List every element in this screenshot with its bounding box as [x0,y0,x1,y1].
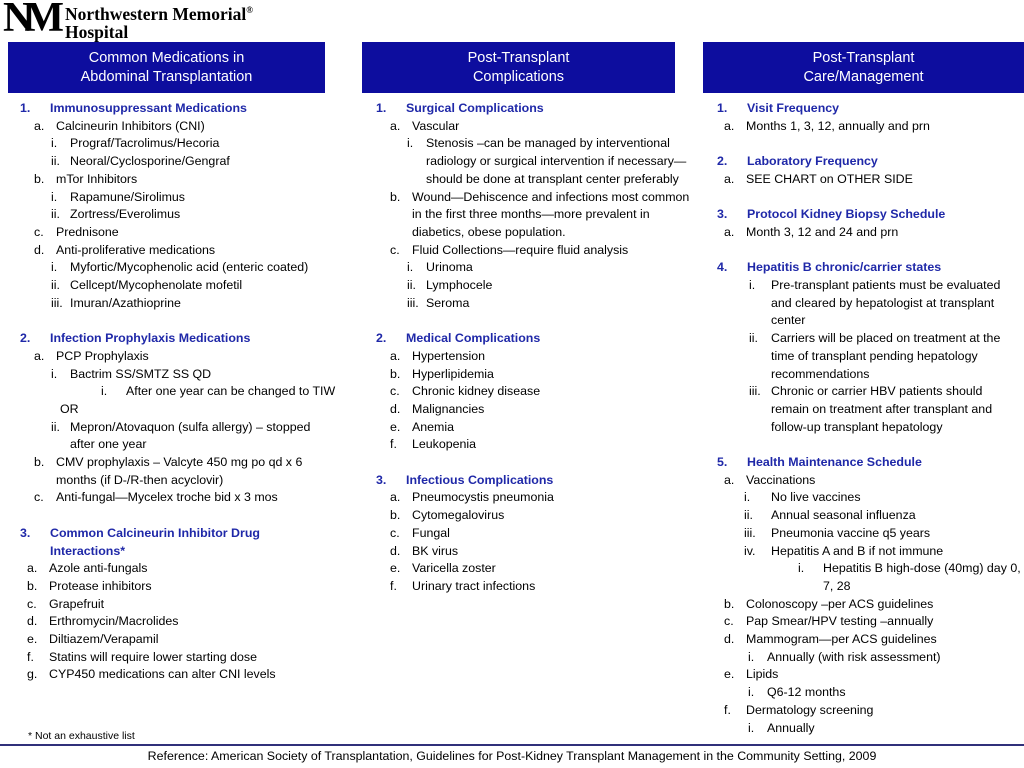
outline-item [362,560,692,578]
banner-line1: Post-Transplant [467,49,570,66]
column-common-medications [6,100,336,684]
outline-item [362,295,692,313]
outline-item [362,543,692,561]
list-marker: d. [724,632,735,647]
footnote-not-exhaustive: * Not an exhaustive list [28,730,135,742]
list-marker: i. [51,136,58,151]
list-marker: ii. [51,419,60,434]
outline-heading [362,100,692,118]
list-item-text: Annually (with risk assessment) [767,649,941,664]
list-marker: i. [749,277,756,292]
list-marker: a. [34,348,45,363]
list-marker: 1. [376,101,387,115]
list-marker: d. [27,614,38,629]
list-item-text: Neoral/Cyclosporine/Gengraf [70,154,230,169]
hospital-logo [2,0,253,43]
nm-monogram-icon: NM [3,0,55,41]
list-item-text: PCP Prophylaxis [56,348,149,363]
outline-item [703,472,1021,490]
outline-heading [703,454,1021,472]
banner-line1: Common Medications in [88,49,245,66]
outline-item [6,666,336,684]
list-item-text: Anti-proliferative medications [56,242,216,257]
outline-item [6,454,336,489]
hospital-wordmark-line2: Hospital [64,22,129,43]
banner-line2: Complications [472,68,565,85]
list-marker: i. [748,720,755,735]
list-marker: i. [101,384,108,399]
hospital-wordmark [65,0,253,42]
list-item-text: mTor Inhibitors [56,171,138,186]
list-marker: a. [724,171,735,186]
list-marker: 5. [717,455,728,469]
list-marker: b. [390,366,401,381]
outline-item [6,383,336,401]
list-marker: b. [34,455,45,470]
list-item-text: Cytomegalovirus [412,508,505,523]
list-marker: e. [27,632,38,647]
footer-divider [0,744,1024,746]
list-item-text: Hepatitis A and B if not immune [771,543,944,558]
outline-item [6,489,336,507]
banner-common-medications [8,42,325,93]
list-item-text: Erthromycin/Macrolides [49,614,179,629]
column-post-transplant-care-management [703,100,1021,737]
list-marker: a. [724,472,735,487]
list-marker: b. [27,578,38,593]
list-item-text: Imuran/Azathioprine [70,295,181,310]
outline-heading [362,330,692,348]
list-marker: i. [748,649,755,664]
outline-item [6,419,336,454]
list-marker: 1. [717,101,728,115]
list-marker: i. [798,561,805,576]
list-marker: c. [27,596,37,611]
outline-item [362,366,692,384]
list-marker: f. [27,649,34,664]
list-marker: 2. [376,331,387,346]
list-item-text: Myfortic/Mycophenolic acid (enteric coated) [70,260,309,275]
list-item-text: Hepatitis B chronic/carrier states [747,260,942,275]
list-item-text: Common Calcineurin Inhibitor Drug Interactions* [50,525,260,558]
list-marker: e. [390,561,401,576]
outline-item [362,525,692,543]
section-spacer [703,189,1021,207]
outline-heading [6,525,336,560]
list-marker: 3. [20,525,31,540]
list-item-text: Hepatitis B high-dose (40mg) day 0, 7, 28 [823,561,1021,593]
outline-item [362,259,692,277]
list-marker: f. [724,702,731,717]
list-item-text: Anemia [412,419,455,434]
list-item-text: Pneumonia vaccine q5 years [771,525,931,540]
list-item-text: Urinary tract infections [412,578,536,593]
list-marker: a. [27,561,38,576]
outline-item [6,560,336,578]
list-marker: a. [724,224,735,239]
section-spacer [703,436,1021,454]
outline-item [362,401,692,419]
list-item-text: Surgical Complications [406,101,544,115]
section-spacer [362,454,692,472]
banner-post-transplant-care-management [703,42,1024,93]
list-marker: ii. [51,154,60,169]
outline-item [6,596,336,614]
list-marker: d. [390,401,401,416]
list-item-text: Bactrim SS/SMTZ SS QD [70,366,212,381]
list-item-text: Wound—Dehiscence and infections most common in the first three months—more prevalent in diabetics, obese population. [412,189,690,239]
list-marker: a. [390,118,401,133]
outline-item [362,383,692,401]
outline-item [362,118,692,136]
list-item-text: SEE CHART on OTHER SIDE [746,171,913,186]
list-item-text: BK virus [412,543,459,558]
outline-item [6,206,336,224]
list-item-text: Azole anti-fungals [49,561,148,576]
outline-item [703,666,1021,684]
list-marker: ii. [51,278,60,293]
list-item-text: Mepron/Atovaquon (sulfa allergy) – stopped after one year [70,419,311,452]
list-marker: 3. [717,207,728,222]
outline-item [6,242,336,260]
outline-item [703,684,1021,702]
outline-item [362,189,692,242]
outline-item [362,348,692,366]
list-item-text: Dermatology screening [746,702,874,717]
list-marker: i. [51,260,58,275]
outline-item [362,489,692,507]
list-marker: iii. [407,295,419,310]
list-item-text: Medical Complications [406,331,541,346]
outline-item [6,277,336,295]
hospital-wordmark-line1: Northwestern Memorial® [64,3,253,24]
list-marker: d. [34,242,45,257]
outline-item [703,543,1021,561]
list-marker: b. [390,189,401,204]
list-item-text: Varicella zoster [412,561,496,576]
list-item-text: Zortress/Everolimus [70,207,181,222]
list-marker: 2. [20,331,31,346]
outline-item [703,525,1021,543]
list-item-text: Chronic kidney disease [412,384,541,399]
list-marker: iv. [744,543,756,558]
list-marker: i. [744,490,751,505]
list-item-text: Hypertension [412,348,486,363]
list-item-text: Statins will require lower starting dose [49,649,257,664]
list-marker: iii. [749,384,761,399]
list-marker: b. [390,508,401,523]
outline-heading [362,472,692,490]
section-spacer [6,507,336,525]
banner-line2: Care/Management [803,68,924,85]
list-marker: i. [407,260,414,275]
outline-item [703,277,1021,330]
list-item-text: Infection Prophylaxis Medications [50,331,251,346]
list-marker: a. [390,490,401,505]
outline-item [362,419,692,437]
list-item-text: Cellcept/Mycophenolate mofetil [70,278,243,293]
list-item-text: Lipids [746,667,779,682]
list-item-text: Vascular [412,118,460,133]
outline-heading [703,100,1021,118]
list-marker: 2. [717,154,728,169]
banner-post-transplant-complications [362,42,675,93]
section-spacer [703,242,1021,260]
outline-item [6,295,336,313]
list-marker: c. [34,224,44,239]
outline-item [703,613,1021,631]
list-item-text: Vaccinations [746,472,816,487]
outline-item [703,631,1021,649]
list-marker: f. [390,578,397,593]
list-marker: iii. [51,295,63,310]
outline-item [703,702,1021,720]
outline-item [703,330,1021,383]
outline-item [6,153,336,171]
list-item-text: Malignancies [412,401,485,416]
list-item-text: Leukopenia [412,437,477,452]
list-marker: a. [724,118,735,133]
outline-item [362,277,692,295]
list-item-text: Diltiazem/Verapamil [49,632,159,647]
outline-item [362,436,692,454]
list-item-text: Lymphocele [426,278,493,293]
list-item-text: Urinoma [426,260,473,275]
outline-item [6,401,336,419]
list-item-text: Immunosuppressant Medications [50,101,247,115]
outline-item [703,720,1021,738]
list-item-text: Month 3, 12 and 24 and prn [746,224,899,239]
banner-line1: Post-Transplant [812,49,915,66]
outline-heading [703,259,1021,277]
list-item-text: CYP450 medications can alter CNI levels [49,667,276,682]
list-item-text: Infectious Complications [406,472,554,487]
list-marker: ii. [749,331,758,346]
list-item-text: Prednisone [56,224,119,239]
list-item-text: Grapefruit [49,596,105,611]
outline-item [703,224,1021,242]
list-marker: i. [51,189,58,204]
outline-heading [703,153,1021,171]
list-item-text: Months 1, 3, 12, annually and prn [746,118,930,133]
list-item-text: Calcineurin Inhibitors (CNI) [56,118,205,133]
list-marker: c. [724,614,734,629]
list-item-text: Mammogram—per ACS guidelines [746,632,937,647]
outline-item [6,118,336,136]
list-marker: a. [34,118,45,133]
list-marker: f. [390,437,397,452]
outline-item [362,578,692,596]
list-item-text: No live vaccines [771,490,861,505]
outline-item [703,560,1021,595]
outline-item [703,649,1021,667]
list-marker: 4. [717,260,728,275]
section-spacer [703,135,1021,153]
list-marker: i. [748,685,755,700]
list-item-text: Pap Smear/HPV testing –annually [746,614,934,629]
outline-item [6,348,336,366]
outline-item [6,366,336,384]
section-spacer [362,312,692,330]
list-marker: e. [390,419,401,434]
list-marker: c. [34,490,44,505]
outline-item [6,613,336,631]
list-item-text: OR [60,401,79,416]
list-marker: ii. [744,508,753,523]
column-post-transplant-complications [362,100,692,596]
list-marker: g. [27,667,38,682]
list-item-text: Anti-fungal—Mycelex troche bid x 3 mos [56,490,278,505]
list-item-text: Pre-transplant patients must be evaluated and cleared by hepatologist at transplant center [771,277,1001,328]
list-item-text: Visit Frequency [747,101,840,115]
list-marker: d. [390,543,401,558]
outline-item [6,578,336,596]
list-marker: b. [34,171,45,186]
list-item-text: Protocol Kidney Biopsy Schedule [747,207,946,222]
list-item-text: Chronic or carrier HBV patients should remain on treatment after transplant and follow-up transplant hepatology [771,384,993,434]
list-item-text: After one year can be changed to TIW [126,384,336,399]
list-item-text: CMV prophylaxis – Valcyte 450 mg po qd x 6 months (if D-/R-then acyclovir) [56,455,303,487]
list-marker: ii. [51,207,60,222]
list-item-text: Prograf/Tacrolimus/Hecoria [70,136,220,151]
list-item-text: Seroma [426,295,470,310]
outline-item [362,135,692,188]
outline-item [6,189,336,207]
list-item-text: Fluid Collections—require fluid analysis [412,242,629,257]
list-item-text: Rapamune/Sirolimus [70,189,186,204]
registered-trademark-icon: ® [246,5,253,15]
outline-item [703,507,1021,525]
list-marker: 3. [376,472,387,487]
list-item-text: Pneumocystis pneumonia [412,490,554,505]
banner-line2: Abdominal Transplantation [80,68,253,85]
list-item-text: Carriers will be placed on treatment at the time of transplant pending hepatology recommendations [771,331,1001,381]
outline-heading [6,330,336,348]
list-item-text: Stenosis –can be managed by interventional radiology or surgical intervention if necessary—should be done at transplant center preferably [426,136,687,186]
outline-item [703,118,1021,136]
list-marker: c. [390,525,400,540]
outline-heading [703,206,1021,224]
list-marker: c. [390,242,400,257]
outline-item [6,171,336,189]
outline-item [362,507,692,525]
outline-item [6,259,336,277]
list-item-text: Health Maintenance Schedule [747,455,922,469]
list-item-text: Annually [767,720,815,735]
list-item-text: Colonoscopy –per ACS guidelines [746,596,934,611]
outline-item [6,631,336,649]
list-marker: c. [390,384,400,399]
list-item-text: Hyperlipidemia [412,366,494,381]
list-marker: a. [390,348,401,363]
list-item-text: Fungal [412,525,450,540]
outline-item [362,242,692,260]
list-item-text: Protease inhibitors [49,578,152,593]
list-marker: ii. [407,278,416,293]
list-marker: iii. [744,525,756,540]
list-marker: 1. [20,101,31,115]
list-marker: i. [407,136,414,151]
list-marker: e. [724,667,735,682]
list-item-text: Laboratory Frequency [747,154,878,169]
outline-item [703,171,1021,189]
outline-item [703,383,1021,436]
section-spacer [6,312,336,330]
list-item-text: Q6-12 months [767,685,846,700]
list-item-text: Annual seasonal influenza [771,508,916,523]
outline-item [6,224,336,242]
outline-item [703,489,1021,507]
outline-heading [6,100,336,118]
list-marker: i. [51,366,58,381]
reference-citation: Reference: American Society of Transplantation, Guidelines for Post-Kidney Transplant Management in the Community Setting, 2009 [147,749,877,763]
outline-item [6,649,336,667]
outline-item [6,135,336,153]
list-marker: b. [724,596,735,611]
outline-item [703,596,1021,614]
